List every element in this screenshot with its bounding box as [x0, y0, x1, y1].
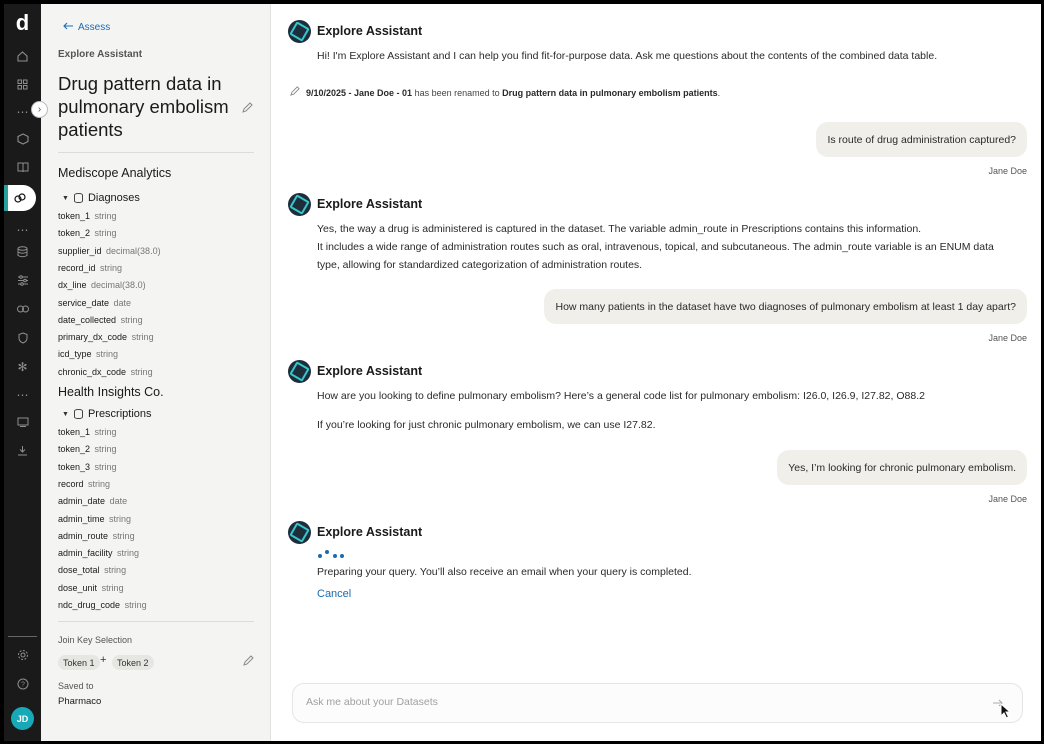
user-message-author: Jane Doe [988, 166, 1027, 176]
rename-author: 9/10/2025 - Jane Doe - 01 [306, 88, 413, 98]
cancel-query-link[interactable]: Cancel [317, 588, 352, 600]
assistant-message: If you’re looking for just chronic pulmonary embolism, we can use I27.82. [317, 419, 656, 431]
chat-input[interactable] [306, 696, 946, 708]
field-type: string [101, 582, 124, 593]
field-name: primary_dx_code [58, 332, 128, 343]
join-key-chip: Token 1 [58, 655, 100, 670]
schema-field [58, 280, 146, 290]
field-name: date_collected [58, 314, 117, 325]
table-name: Prescriptions [87, 408, 152, 420]
field-name: dose_total [58, 565, 100, 576]
field-type: string [94, 444, 117, 455]
more-icon: ⋯ [16, 388, 29, 402]
schema-field [58, 514, 131, 524]
sidebar-divider [58, 621, 254, 622]
assistant-name: Explore Assistant [317, 24, 423, 38]
sidebar-divider [58, 152, 254, 153]
caret-down-icon: ▼ [62, 194, 69, 202]
field-type: string [94, 427, 117, 437]
field-name: admin_route [58, 530, 109, 541]
field-name: token_1 [58, 211, 91, 221]
field-name: admin_time [58, 513, 105, 524]
join-key-label: Join Key Selection [58, 635, 133, 645]
field-type: string [94, 228, 117, 239]
field-name: token_1 [58, 427, 91, 437]
field-name: ndc_drug_code [58, 600, 121, 610]
chat-panel [272, 4, 1041, 741]
table-name: Diagnoses [87, 192, 140, 204]
chain-icon[interactable] [4, 299, 41, 319]
home-icon[interactable] [4, 46, 41, 66]
rename-end: . [717, 88, 721, 98]
sidebar-eyebrow: Explore Assistant [58, 49, 143, 60]
assistant-avatar-icon [288, 360, 311, 383]
help-icon[interactable] [4, 674, 41, 694]
schema-field [58, 228, 117, 238]
field-type: string [120, 314, 143, 325]
svg-text:?: ? [20, 681, 25, 689]
book-icon[interactable] [4, 157, 41, 177]
user-message: Yes, I’m looking for chronic pulmonary embolism. [777, 450, 1027, 485]
collapse-sidebar-button[interactable] [31, 101, 48, 118]
schema-field [58, 462, 117, 472]
schema-field [58, 531, 135, 541]
field-type: string [124, 600, 147, 610]
pencil-icon [290, 86, 300, 99]
field-name: dx_line [58, 280, 87, 291]
field-type: string [131, 332, 154, 343]
field-type: date [113, 297, 132, 308]
saved-to-label: Saved to [58, 681, 94, 691]
user-message: How many patients in the dataset have two diagnoses of pulmonary embolism at least 1 day apart? [544, 289, 1027, 324]
field-type: string [94, 211, 117, 221]
settings-icon[interactable] [4, 645, 41, 665]
field-name: record_id [58, 262, 96, 273]
field-type: decimal(38.0) [106, 245, 161, 256]
field-type: string [117, 548, 140, 559]
loading-dots-icon [318, 548, 348, 562]
caret-down-icon: ▼ [62, 410, 69, 418]
schema-field [58, 600, 147, 610]
arrow-left-icon [63, 22, 74, 33]
schema-field [58, 263, 122, 273]
rename-notice [306, 88, 720, 98]
schema-field [58, 565, 126, 575]
more-icon: ⋯ [16, 105, 29, 119]
back-link[interactable] [63, 22, 110, 33]
field-name: record [58, 478, 84, 489]
edit-join-key-icon[interactable] [243, 655, 254, 669]
field-name: admin_facility [58, 548, 113, 559]
schema-field [58, 246, 161, 256]
join-plus: + [100, 654, 107, 666]
field-type: string [130, 366, 153, 377]
assistant-message: It includes a wide range of administration routes such as oral, intravenous, topical, and subcutaneous. The admin_route variable is an ENUM data type, allowing for standardized categorization of administration routes. [317, 241, 994, 271]
field-type: string [109, 513, 132, 524]
field-name: supplier_id [58, 245, 102, 256]
cube-icon[interactable] [4, 129, 41, 149]
field-name: token_2 [58, 228, 91, 239]
user-avatar[interactable]: JD [11, 707, 34, 730]
dataset-sidebar [41, 4, 271, 741]
field-type: date [109, 496, 128, 507]
back-link-label: Assess [78, 22, 111, 33]
field-name: chronic_dx_code [58, 366, 127, 377]
database-icon [74, 193, 83, 203]
field-type: string [112, 530, 135, 541]
assistant-message: How are you looking to define pulmonary embolism? Here’s a general code list for pulmonary embolism: I26.0, I26.9, I27.82, O88.2 [317, 390, 925, 402]
assistant-avatar-icon [288, 521, 311, 544]
chevron-right-icon: › [37, 104, 42, 115]
app-logo[interactable]: d [15, 10, 30, 35]
assistant-name: Explore Assistant [317, 525, 423, 539]
more-icon: ⋯ [16, 223, 29, 237]
download-icon[interactable] [4, 440, 41, 460]
source-org-name: Health Insights Co. [58, 385, 164, 399]
rail-divider [8, 636, 37, 637]
assistant-avatar-icon [288, 20, 311, 43]
user-message: Is route of drug administration captured? [816, 122, 1027, 157]
database-icon [74, 409, 83, 419]
schema-field [58, 315, 143, 325]
grid-icon[interactable] [4, 74, 41, 94]
schema-field [58, 479, 110, 489]
edit-title-icon[interactable] [242, 102, 253, 116]
assistant-message: Hi! I'm Explore Assistant and I can help you find fit-for-purpose data. Ask me questions about the contents of the combined data table. [317, 50, 938, 62]
sliders-icon[interactable] [4, 270, 41, 290]
field-type: string [94, 461, 117, 472]
field-type: string [96, 349, 119, 360]
field-type: string [104, 565, 127, 576]
mouse-cursor-icon [1000, 703, 1012, 724]
database-icon[interactable] [4, 242, 41, 262]
schema-field [58, 298, 131, 308]
table-toggle-prescriptions[interactable] [62, 408, 152, 420]
link-icon[interactable] [4, 185, 36, 211]
assistant-name: Explore Assistant [317, 197, 423, 211]
schema-field [58, 583, 124, 593]
user-message-author: Jane Doe [988, 333, 1027, 343]
schema-field [58, 211, 117, 221]
field-name: dose_unit [58, 582, 98, 593]
shield-icon[interactable] [4, 328, 41, 348]
source-org-name: Mediscope Analytics [58, 166, 172, 180]
field-type: string [88, 478, 111, 489]
rename-new-name: Drug pattern data in pulmonary embolism patients [502, 88, 718, 98]
field-type: string [100, 262, 123, 273]
assistant-message: Yes, the way a drug is administered is captured in the dataset. The variable admin_route in Prescriptions contains this information. [317, 223, 922, 235]
page-title: Drug pattern data in pulmonary embolism patients [58, 73, 229, 140]
schema-field [58, 444, 117, 454]
schema-field [58, 427, 117, 437]
assistant-name: Explore Assistant [317, 364, 423, 378]
schema-field [58, 367, 153, 377]
user-message-author: Jane Doe [988, 494, 1027, 504]
saved-to-value: Pharmaco [58, 696, 102, 707]
app-window [4, 4, 1041, 741]
field-type: decimal(38.0) [91, 280, 146, 291]
chat-input-box [292, 683, 1023, 723]
schema-field [58, 332, 154, 342]
field-name: icd_type [58, 349, 92, 360]
monitor-icon[interactable] [4, 412, 41, 432]
assistant-message: Preparing your query. You’ll also receive an email when your query is completed. [317, 566, 692, 578]
schema-field [58, 496, 127, 506]
table-toggle-diagnoses[interactable] [62, 192, 140, 204]
rename-action: has been renamed to [412, 88, 503, 98]
asterisk-icon[interactable]: ✻ [17, 360, 28, 374]
field-name: token_2 [58, 444, 91, 455]
field-name: admin_date [58, 496, 106, 507]
field-name: service_date [58, 297, 110, 308]
assistant-avatar-icon [288, 193, 311, 216]
schema-field [58, 349, 118, 359]
join-key-chip: Token 2 [112, 655, 154, 670]
schema-field [58, 548, 139, 558]
field-name: token_3 [58, 461, 91, 472]
